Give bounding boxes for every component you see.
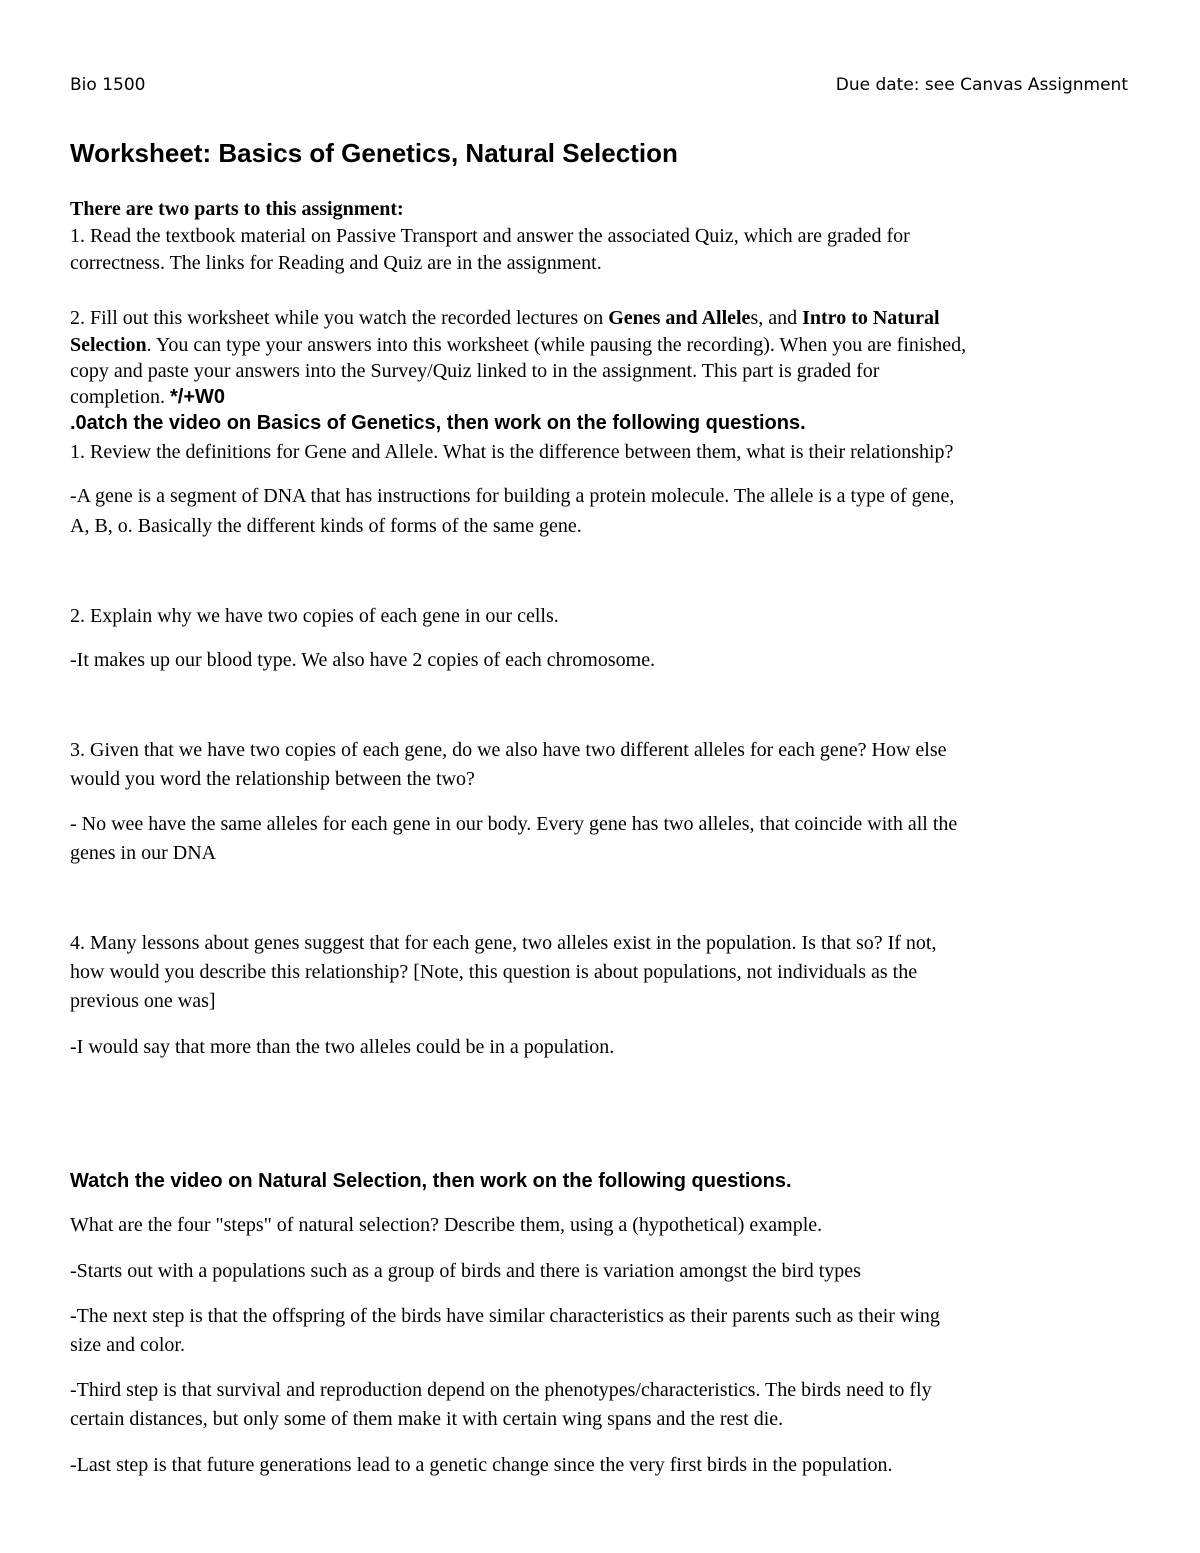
answer-step-3-line1: -Third step is that survival and reproduction depend on the phenotypes/characteristics. The birds need to fly: [70, 1379, 932, 1401]
answer-1-line2: A, B, o. Basically the different kinds of forms of the same gene.: [70, 515, 582, 537]
garbled-text: */+W0: [169, 386, 226, 408]
intro-part2-text: 2. Fill out this worksheet while you watch the recorded lectures on: [70, 307, 609, 329]
question-3-line2: would you word the relationship between the two?: [70, 768, 475, 790]
question-3-line1: 3. Given that we have two copies of each gene, do we also have two different alleles for each gene? How else: [70, 739, 947, 761]
page-title: Worksheet: Basics of Genetics, Natural Selection: [70, 138, 678, 168]
intro-part2-line2: [70, 334, 966, 357]
lecture-genes-alleles: Genes and Allele: [608, 307, 751, 329]
question-1: 1. Review the definitions for Gene and Allele. What is the difference between them, what is their relationship?: [70, 441, 954, 463]
lecture-natural-selection: Intro to Natural: [802, 307, 940, 329]
intro-part2-line4: [70, 386, 225, 409]
question-2: 2. Explain why we have two copies of each gene in our cells.: [70, 605, 559, 627]
answer-step-1: -Starts out with a populations such as a group of birds and there is variation amongst the bird types: [70, 1260, 861, 1282]
section1-heading: .0atch the video on Basics of Genetics, then work on the following questions.: [70, 412, 806, 434]
answer-3-line2: genes in our DNA: [70, 842, 217, 864]
question-4-line1: 4. Many lessons about genes suggest that for each gene, two alleles exist in the population. Is that so? If not,: [70, 932, 937, 954]
question-natural-selection: What are the four "steps" of natural selection? Describe them, using a (hypothetical) example.: [70, 1214, 823, 1236]
answer-3-line1: - No wee have the same alleles for each gene in our body. Every gene has two alleles, that coincide with all the: [70, 813, 958, 835]
answer-step-2-line1: -The next step is that the offspring of the birds have similar characteristics as their parents such as their wing: [70, 1305, 940, 1327]
answer-step-3-line2: certain distances, but only some of them make it with certain wing spans and the rest die.: [70, 1408, 784, 1430]
intro-part1-line1: 1. Read the textbook material on Passive Transport and answer the associated Quiz, which are graded for: [70, 225, 910, 247]
intro-part1-line2: correctness. The links for Reading and Quiz are in the assignment.: [70, 252, 602, 274]
intro-part2-line3: copy and paste your answers into the Survey/Quiz linked to in the assignment. This part is graded for: [70, 360, 880, 382]
intro-part2-text: . You can type your answers into this worksheet (while pausing the recording). When you are finished,: [146, 334, 967, 356]
answer-1-line1: -A gene is a segment of DNA that has instructions for building a protein molecule. The allele is a type of gene,: [70, 485, 955, 507]
answer-step-2-line2: size and color.: [70, 1334, 185, 1356]
course-code: Bio 1500: [70, 75, 146, 95]
due-date: Due date: see Canvas Assignment: [835, 75, 1128, 95]
answer-2: -It makes up our blood type. We also have 2 copies of each chromosome.: [70, 649, 656, 671]
intro-heading: There are two parts to this assignment:: [70, 198, 404, 220]
intro-part2-text: completion.: [70, 386, 170, 408]
section2-heading: Watch the video on Natural Selection, then work on the following questions.: [70, 1170, 792, 1192]
question-4-line2: how would you describe this relationship? [Note, this question is about populations, not individuals as the: [70, 961, 918, 983]
question-4-line3: previous one was]: [70, 990, 216, 1012]
intro-part2-text: s, and: [750, 307, 803, 329]
intro-part2-line1: [70, 307, 940, 330]
lecture-natural-selection-cont: Selection: [70, 334, 147, 356]
answer-step-4: -Last step is that future generations lead to a genetic change since the very first birds in the population.: [70, 1454, 893, 1476]
answer-4: -I would say that more than the two alleles could be in a population.: [70, 1036, 615, 1058]
